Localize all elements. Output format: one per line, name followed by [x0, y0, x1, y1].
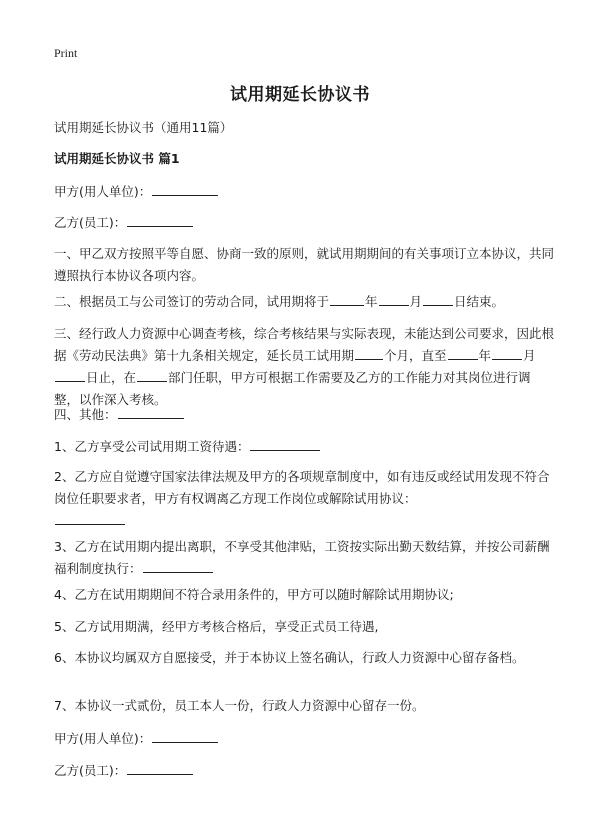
clause-3-text-6: 部门任职，甲方可根据工作需要及乙方的工作能力对其岗位进行调整，以作深入考核。 [54, 370, 531, 407]
clause-2-text-3: 月 [409, 294, 423, 309]
item-1-text: 1、乙方享受公司试用期工资待遇： [54, 439, 250, 454]
clause-2-text-4: 日结束。 [454, 294, 505, 309]
clause-3-day-blank[interactable] [55, 367, 85, 382]
clause-2 [54, 291, 554, 313]
clause-1: 一、甲乙双方按照平等自愿、协商一致的原则，就试用期期间的有关事项订立本协议，共同遵照执行本协议各项内容。 [54, 246, 555, 283]
footer-party-b-blank[interactable] [127, 760, 193, 775]
clause-3-text-4: 月 [523, 348, 536, 363]
clause-2-month-blank[interactable] [379, 291, 409, 306]
footer-party-a-blank[interactable] [152, 728, 218, 743]
item-3-blank[interactable] [143, 558, 213, 573]
clause-2-text-2: 年 [365, 294, 378, 309]
item-2 [54, 466, 554, 532]
clause-2-day-blank[interactable] [423, 291, 453, 306]
item-7: 7、本协议一式贰份，员工本人一份，行政人力资源中心留存一份。 [54, 698, 425, 713]
footer-party-a-label: 甲方(用人单位)： [54, 731, 152, 746]
clause-3-text-1: 三、经行政人力资源中心调查考核，综合考核结果与实际表现，未能达到公司要求，因此根据《劳动民法典》第十九条相关规定，延长员工试用期 [54, 326, 555, 363]
party-b-label: 乙方(员工)： [54, 215, 127, 230]
print-link[interactable]: Print [54, 46, 78, 60]
document-subtitle: 试用期延长协议书（通用11篇） [54, 120, 233, 135]
clause-2-year-blank[interactable] [330, 291, 364, 306]
clause-3-department-blank[interactable] [137, 367, 167, 382]
document-title: 试用期延长协议书 [230, 85, 370, 105]
item-1-blank[interactable] [250, 436, 320, 451]
clause-3 [54, 323, 554, 411]
item-1 [54, 436, 554, 458]
footer-party-b-line [54, 760, 554, 782]
party-a-line [54, 181, 554, 203]
party-a-blank[interactable] [152, 181, 218, 196]
item-2-text: 2、乙方应自觉遵守国家法律法规及甲方的各项规章制度中，如有违反或经试用发现不符合岗位任职要求者，甲方有权调离乙方现工作岗位或解除试用协议： [54, 469, 550, 506]
footer-party-b-label: 乙方(员工)： [54, 763, 127, 778]
item-4: 4、乙方在试用期期间不符合录用条件的，甲方可以随时解除试用期协议; [54, 587, 454, 602]
item-3-text: 3、乙方在试用期内提出离职，不享受其他津贴，工资按实际出勤天数结算，并按公司薪酬福利制度执行： [54, 539, 550, 576]
clause-3-month-blank[interactable] [492, 345, 522, 360]
clause-4-blank[interactable] [118, 404, 184, 419]
clause-4 [54, 404, 554, 426]
clause-2-text-1: 二、根据员工与公司签订的劳动合同，试用期将于 [54, 294, 330, 309]
clause-3-year-blank[interactable] [448, 345, 478, 360]
party-b-line [54, 212, 554, 234]
clause-3-text-3: 年 [478, 348, 492, 363]
section-heading: 试用期延长协议书 篇1 [54, 151, 180, 166]
item-6: 6、本协议均属双方自愿接受，并于本协议上签名确认，行政人力资源中心留存备档。 [54, 650, 525, 665]
clause-4-label: 四、其他： [54, 407, 117, 422]
item-2-blank[interactable] [55, 510, 125, 525]
clause-3-months-blank[interactable] [355, 345, 383, 360]
party-a-label: 甲方(用人单位)： [54, 184, 152, 199]
clause-3-text-2: 个月，直至 [384, 348, 447, 363]
footer-party-a-line [54, 728, 554, 750]
item-5: 5、乙方试用期满，经甲方考核合格后，享受正式员工待遇, [54, 619, 379, 634]
item-3 [54, 536, 554, 580]
party-b-blank[interactable] [127, 212, 193, 227]
clause-3-text-5: 日止，在 [86, 370, 137, 385]
